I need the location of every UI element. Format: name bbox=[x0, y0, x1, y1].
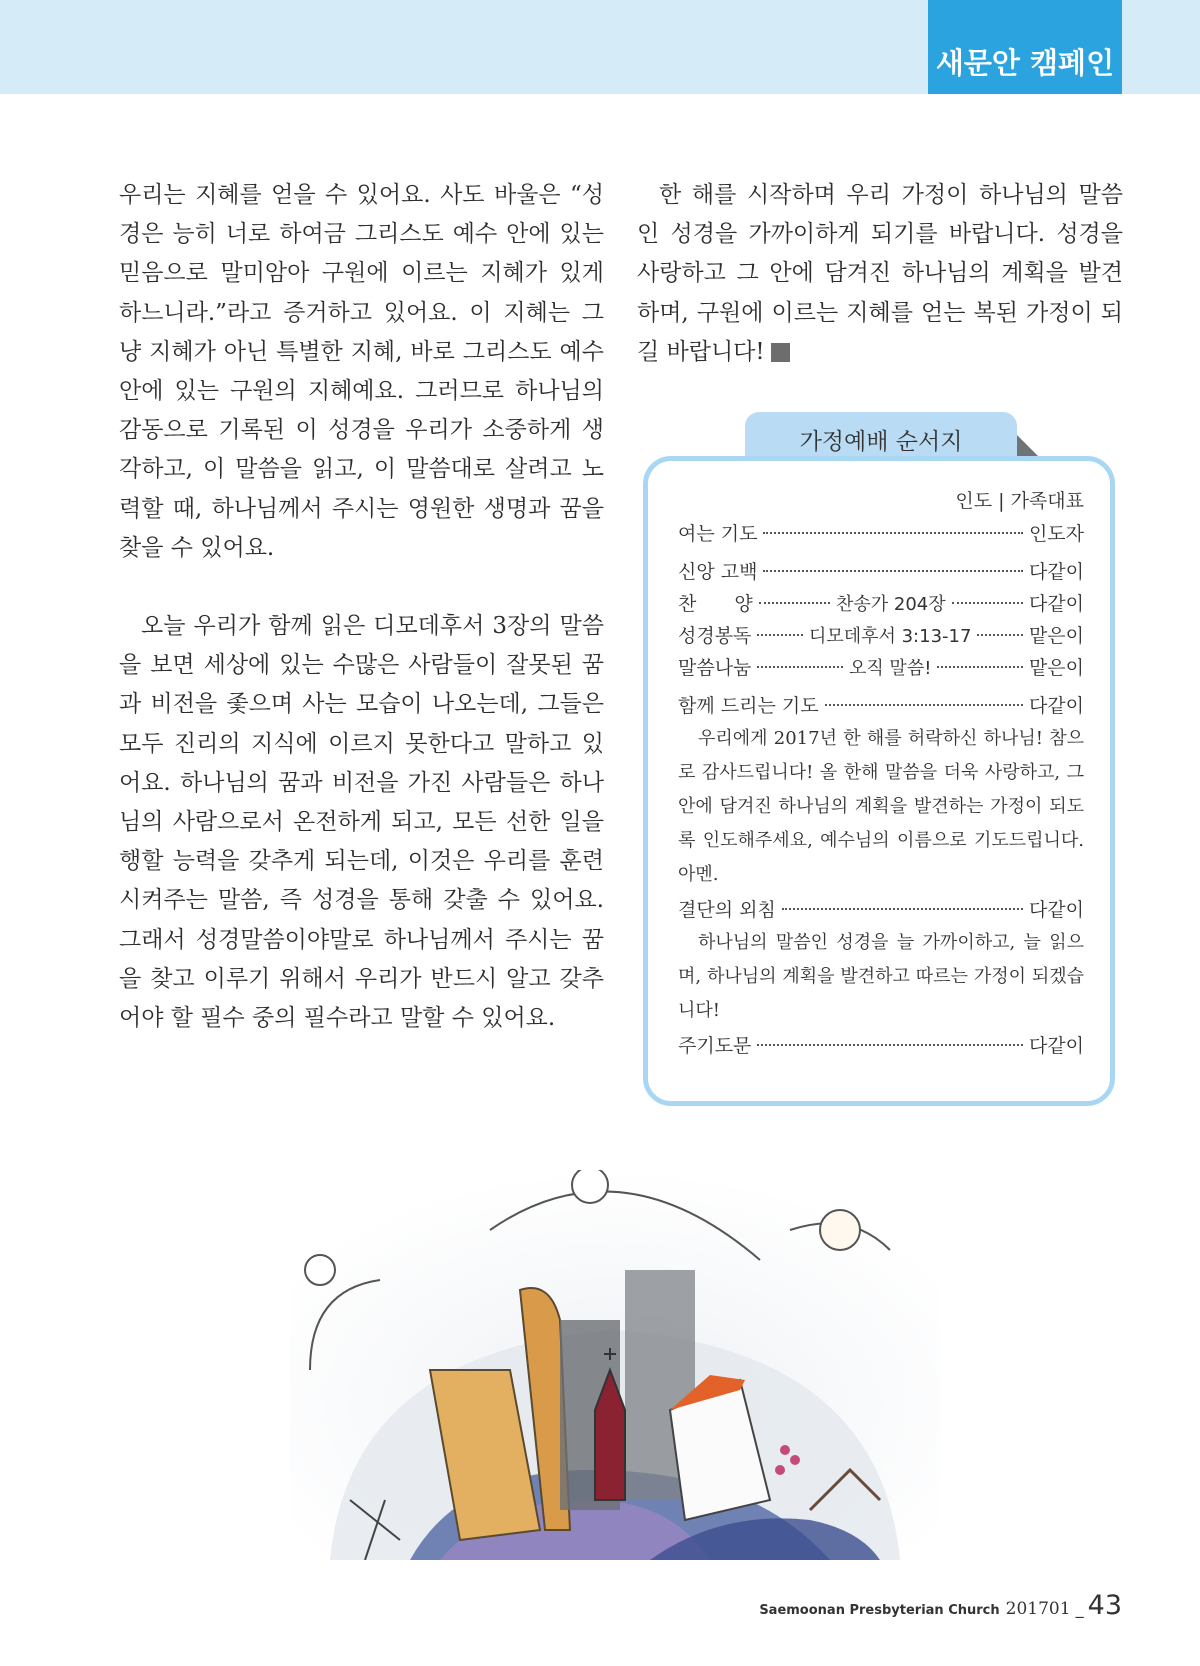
page-footer bbox=[759, 1590, 1122, 1621]
order-item bbox=[678, 588, 1084, 620]
leader-dots bbox=[763, 532, 1022, 534]
body-paragraph: 우리는 지혜를 얻을 수 있어요. 사도 바울은 “성경은 능히 너로 하여금 그리스도 예수 안에 있는 믿음으로 말미암아 구원에 이르는 지혜가 있게 하느니라.”라고 증거하고 있어요. 이 지혜는 그냥 지혜가 아닌 특별한 지혜, 바로 그리스도 예수 안에 있는 구원의 지혜예요. 그러므로 하나님의 감동으로 기록된 이 성경을 우리가 소중하게 생각하고, 이 말씀을 읽고, 이 말씀대로 살려고 노력할 때, 하나님께서 주시는 영원한 생명과 꿈을 찾을 수 있어요. bbox=[119, 182, 604, 561]
order-item-detail: 디모데후서 3:13-17 bbox=[808, 626, 972, 647]
leader-dots bbox=[763, 570, 1022, 572]
order-item-name: 말씀나눔 bbox=[678, 657, 752, 679]
order-item bbox=[678, 894, 1084, 926]
leader-dots bbox=[782, 908, 1023, 910]
order-item-who: 다같이 bbox=[1028, 1035, 1084, 1057]
order-item-who: 다같이 bbox=[1028, 695, 1084, 717]
resolution-text bbox=[678, 926, 1084, 1028]
section-label: 새문안 캠페인 bbox=[928, 0, 1122, 94]
leader-dots bbox=[977, 634, 1023, 636]
church-name: Saemoonan Presbyterian Church bbox=[759, 1603, 1000, 1618]
end-mark-icon: 세 bbox=[771, 343, 790, 362]
order-item-who: 맡은이 bbox=[1028, 657, 1085, 679]
person-face-icon bbox=[305, 1255, 335, 1285]
leader-dots bbox=[759, 602, 830, 604]
order-item-detail: 오직 말씀! bbox=[848, 658, 932, 679]
leader-dots bbox=[757, 666, 843, 668]
order-item-who: 다같이 bbox=[1028, 593, 1085, 615]
left-column bbox=[119, 176, 604, 1038]
prayer-body: 우리에게 2017년 한 해를 허락하신 하나님! 참으로 감사드립니다! 올 한해 말씀을 더욱 사랑하고, 그 안에 담겨진 하나님의 계획을 발견하는 가정이 되도록 인도해주세요, 예수님의 이름으로 기도드립니다. 아멘. bbox=[678, 728, 1084, 885]
order-box-title: 가정예배 순서지 bbox=[745, 412, 1017, 466]
order-item bbox=[678, 1030, 1084, 1062]
closing-paragraph bbox=[637, 176, 1123, 372]
closing-text: 한 해를 시작하며 우리 가정이 하나님의 말씀인 성경을 가까이하게 되기를 바랍니다. 성경을 사랑하고 그 안에 담겨진 하나님의 계획을 발견하며, 구원에 이르는 지혜를 얻는 복된 가정이 되길 바랍니다! bbox=[637, 182, 1123, 365]
order-item bbox=[678, 518, 1084, 550]
leader-dots bbox=[937, 666, 1023, 668]
resolution-body: 하나님의 말씀인 성경을 늘 가까이하고, 늘 읽으며, 하나님의 계획을 발견하고 따르는 가정이 되겠습니다! bbox=[678, 932, 1084, 1021]
order-list bbox=[678, 486, 1084, 1062]
order-item bbox=[678, 652, 1084, 684]
order-item-name: 결단의 외침 bbox=[678, 899, 776, 921]
order-item-name: 주기도문 bbox=[678, 1035, 752, 1057]
globe-family-illustration bbox=[290, 1170, 940, 1560]
person-face-icon bbox=[572, 1170, 608, 1203]
leader-dots bbox=[757, 1044, 1023, 1046]
page-number: 43 bbox=[1087, 1590, 1122, 1621]
order-item-who: 다같이 bbox=[1028, 899, 1084, 921]
order-item bbox=[678, 556, 1084, 588]
person-face-icon bbox=[820, 1210, 860, 1250]
prayer-text bbox=[678, 722, 1084, 892]
order-item-who: 인도자 bbox=[1028, 523, 1084, 545]
leader-dots bbox=[952, 602, 1023, 604]
leader-dots bbox=[825, 704, 1023, 706]
order-item-who: 맡은이 bbox=[1028, 625, 1084, 647]
order-item-name: 함께 드리는 기도 bbox=[678, 695, 819, 717]
order-item-who: 다같이 bbox=[1028, 561, 1084, 583]
leader-label: 인도 | 가족대표 bbox=[955, 490, 1084, 512]
order-item-name: 여는 기도 bbox=[678, 523, 758, 545]
leader-dots bbox=[757, 634, 803, 636]
order-item-detail: 찬송가 204장 bbox=[836, 594, 946, 615]
body-paragraph: 오늘 우리가 함께 읽은 디모데후서 3장의 말씀을 보면 세상에 있는 수많은 사람들이 잘못된 꿈과 비전을 좇으며 사는 모습이 나오는데, 그들은 모두 진리의 지식에 이르지 못한다고 말하고 있어요. 하나님의 꿈과 비전을 가진 사람들은 하나님의 사람으로서 온전하게 되고, 모든 선한 일을 행할 능력을 갖추게 되는데, 이것은 우리를 훈련시켜주는 말씀, 즉 성경을 통해 갖출 수 있어요. 그래서 성경말씀이야말로 하나님께서 주시는 꿈을 찾고 이루기 위해서 우리가 반드시 알고 갖추어야 할 필수 중의 필수라고 말할 수 있어요. bbox=[119, 613, 604, 1032]
order-item-name: 찬 양 bbox=[678, 593, 753, 615]
issue-number: 201701 bbox=[1005, 1599, 1071, 1619]
order-item bbox=[678, 620, 1084, 652]
right-column bbox=[637, 176, 1123, 372]
footer-separator: _ bbox=[1075, 1599, 1084, 1618]
order-item-name: 성경봉독 bbox=[678, 625, 752, 647]
order-item bbox=[678, 690, 1084, 722]
order-item-name: 신앙 고백 bbox=[678, 561, 758, 583]
